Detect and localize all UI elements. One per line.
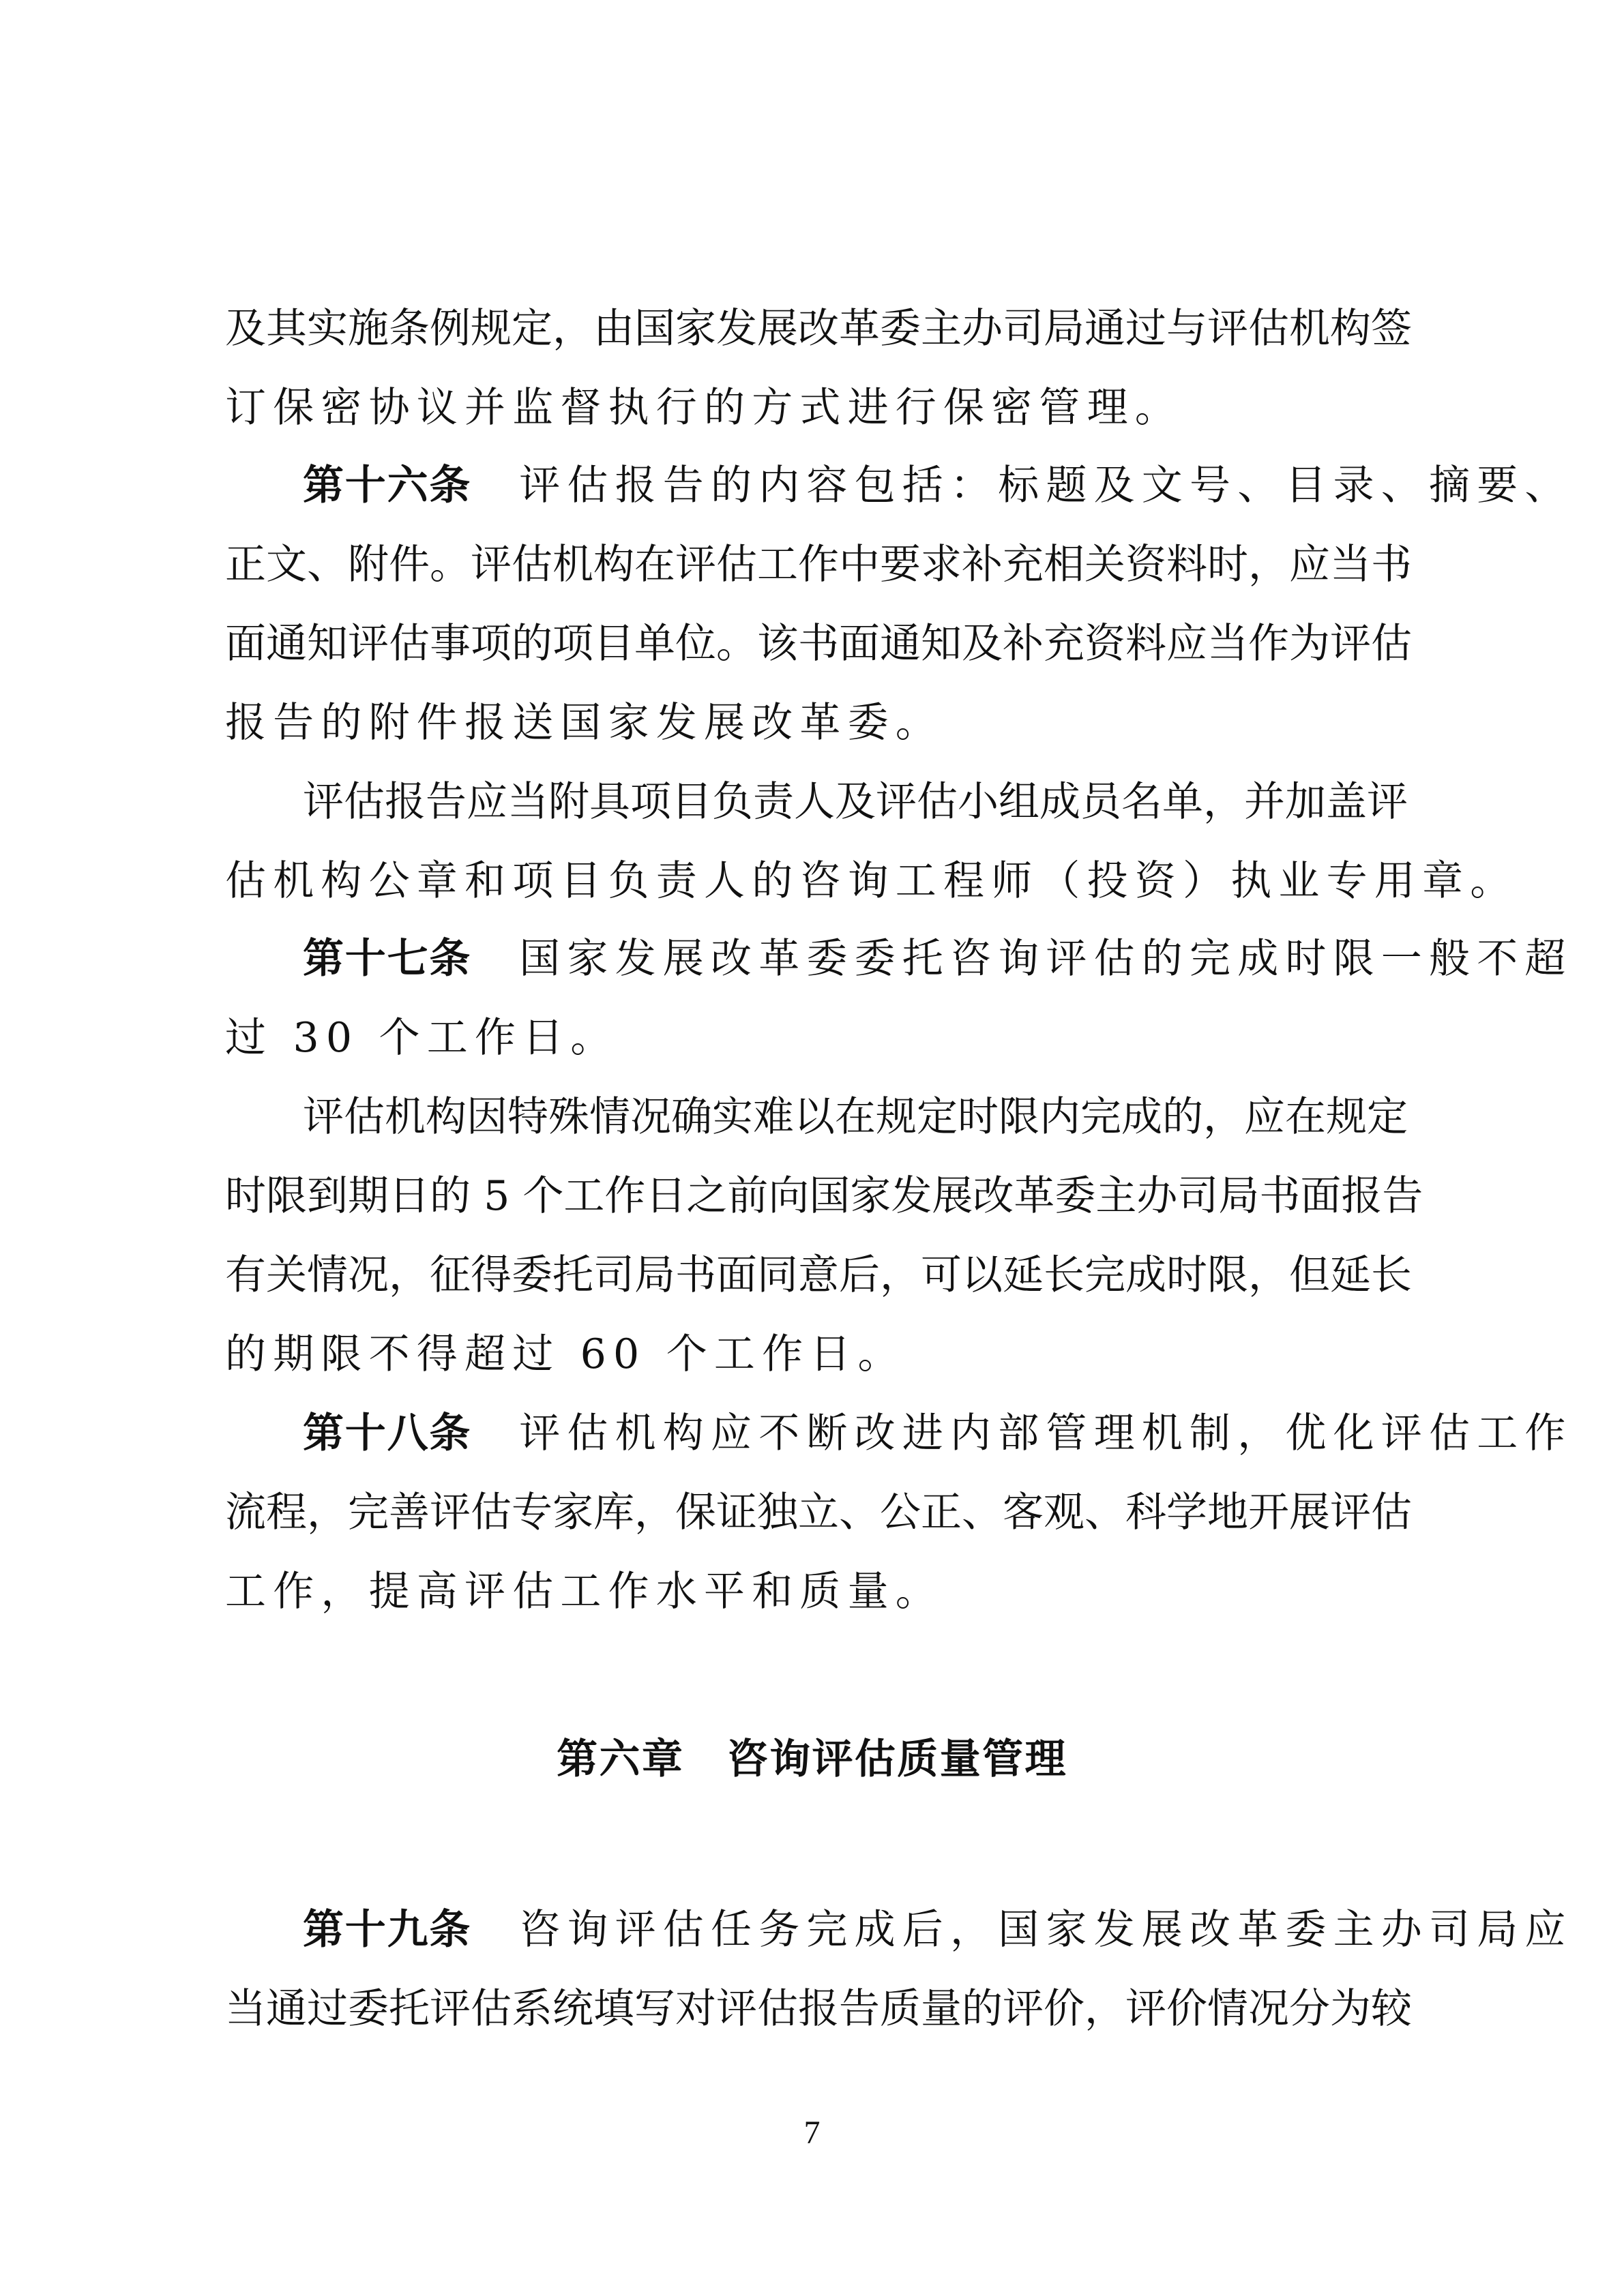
body-line: 及其实施条例规定，由国家发展改革委主办司局通过与评估机构签 — [225, 305, 1412, 353]
body-line: 流程，完善评估专家库，保证独立、公正、客观、科学地开展评估 — [225, 1489, 1412, 1536]
body-line: 估机构公章和项目负责人的咨询工程师（投资）执业专用章。 — [225, 857, 1518, 905]
body-line: 有关情况，征得委托司局书面同意后，可以延长完成时限，但延长 — [225, 1251, 1412, 1299]
body-line: 正文、附件。评估机构在评估工作中要求补充相关资料时，应当书 — [225, 541, 1412, 588]
body-text: 评估报告的内容包括：标题及文号、目录、摘要、 — [519, 462, 1573, 509]
article-label: 第十八条 — [303, 1410, 472, 1457]
article-label: 第十六条 — [303, 462, 472, 509]
body-line: 工作，提高评估工作水平和质量。 — [225, 1568, 943, 1615]
body-text: 国家发展改革委委托咨询评估的完成时限一般不超 — [519, 935, 1573, 983]
article-16-first-line — [303, 458, 1573, 513]
article-18-first-line — [303, 1406, 1573, 1461]
article-19-first-line — [303, 1903, 1573, 1957]
chapter-heading: 第六章 咨询评估质量管理 — [557, 1735, 1067, 1783]
body-line: 的期限不得超过 60 个工作日。 — [225, 1330, 906, 1378]
body-line: 评估机构因特殊情况确实难以在规定时限内完成的，应在规定 — [303, 1093, 1408, 1141]
body-line: 评估报告应当附具项目负责人及评估小组成员名单，并加盖评 — [303, 778, 1408, 826]
article-label: 第十九条 — [303, 1906, 472, 1954]
body-line: 时限到期日的 5 个工作日之前向国家发展改革委主办司局书面报告 — [225, 1172, 1423, 1220]
body-line: 当通过委托评估系统填写对评估报告质量的评价，评价情况分为较 — [225, 1985, 1412, 2033]
body-text: 咨询评估任务完成后，国家发展改革委主办司局应 — [519, 1906, 1573, 1954]
body-line: 订保密协议并监督执行的方式进行保密管理。 — [225, 384, 1183, 432]
article-label: 第十七条 — [303, 935, 472, 983]
body-text: 评估机构应不断改进内部管理机制，优化评估工作 — [519, 1410, 1573, 1457]
body-line: 报告的附件报送国家发展改革委。 — [225, 699, 943, 747]
article-17-first-line — [303, 931, 1573, 986]
page-number: 7 — [803, 2115, 821, 2151]
body-line: 面通知评估事项的项目单位。该书面通知及补充资料应当作为评估 — [225, 620, 1412, 668]
body-line: 过 30 个工作日。 — [225, 1014, 619, 1062]
